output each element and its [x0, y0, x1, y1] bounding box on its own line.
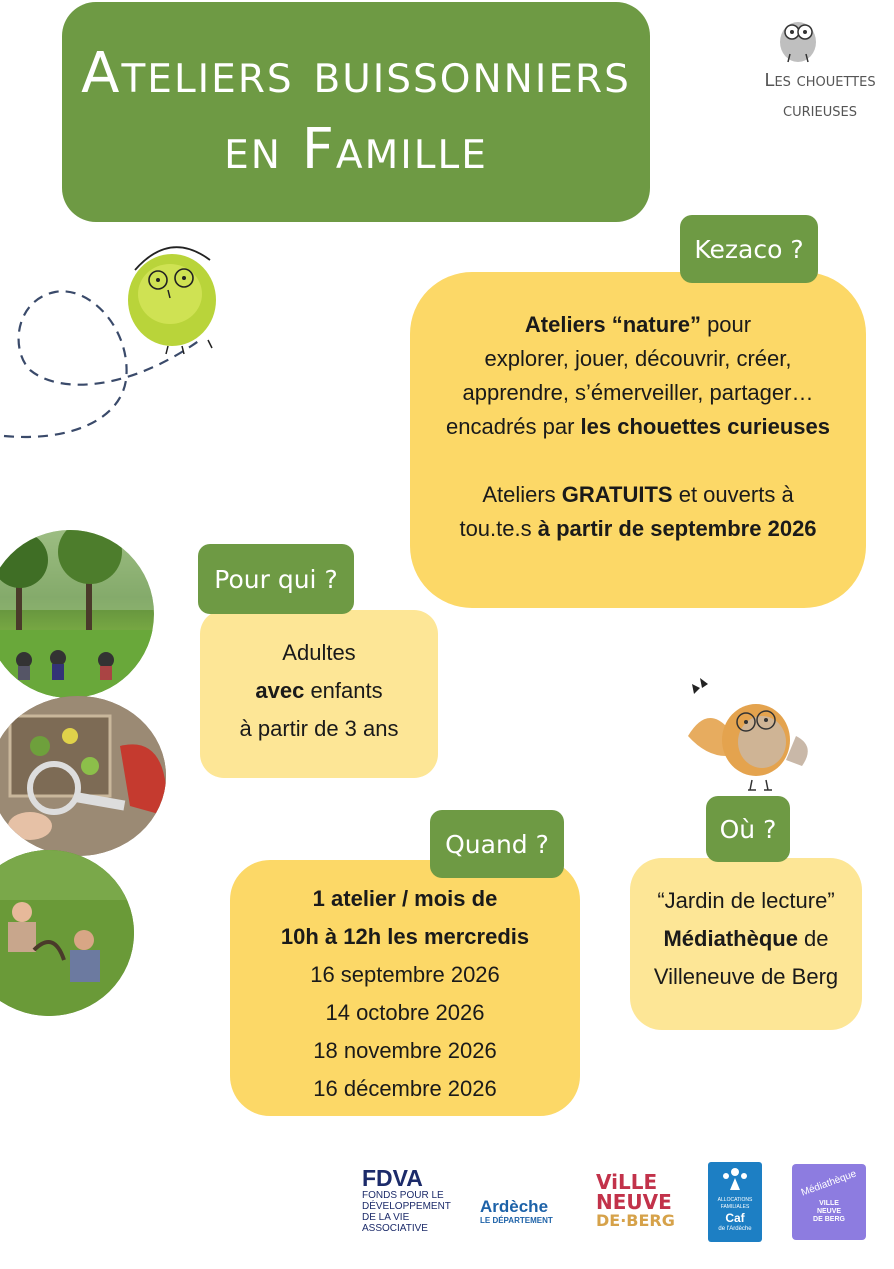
quand-tag: Quand ?: [430, 810, 564, 878]
quand-line-1: 1 atelier / mois de: [312, 886, 498, 911]
ou-tag: Où ?: [706, 796, 790, 862]
orange-owl-illustration: [686, 676, 816, 796]
title-line-2: en Famille: [224, 117, 488, 182]
mediatheque-sub-3: DE BERG: [813, 1216, 845, 1223]
fdva-logo: [362, 1166, 466, 1240]
fdva-line-3: DE LA VIE: [362, 1212, 410, 1223]
kezaco-description: [410, 272, 866, 444]
kezaco-bold-5: GRATUITS: [561, 482, 673, 507]
magnifier-scene-icon: [0, 696, 166, 856]
quand-date-3: 18 novembre 2026: [313, 1038, 497, 1063]
ardeche-sub: LE DÉPARTEMENT: [480, 1216, 553, 1225]
fdva-line-2: DÉVELOPPEMENT: [362, 1201, 451, 1212]
owl-logo-icon: [770, 12, 826, 68]
kezaco-bold-1: Ateliers “nature”: [524, 312, 701, 337]
quand-panel: [230, 860, 580, 1116]
ardeche-name: Ardèche: [480, 1197, 549, 1216]
kezaco-panel: [410, 272, 866, 608]
pour-qui-line-1: Adultes: [282, 640, 356, 665]
mediatheque-sub-2: NEUVE: [816, 1208, 842, 1215]
kezaco-text-6: et ouverts à: [672, 482, 794, 507]
chouettes-curieuses-logo: [760, 8, 880, 128]
grass-scene-icon: [0, 850, 134, 1016]
green-owl-illustration: [0, 230, 240, 450]
kezaco-text-4: encadrés par: [446, 414, 581, 439]
kezaco-text-1: pour: [700, 312, 752, 337]
mediatheque-label: Médiathèque: [799, 1168, 858, 1199]
mediatheque-logo: [792, 1164, 866, 1240]
ville-line-3: DE·BERG: [596, 1211, 675, 1230]
logo-line-1: Les chouettes: [764, 70, 876, 91]
pour-qui-panel: [200, 610, 438, 778]
caf-people-icon: [720, 1166, 750, 1192]
ou-line-3: Villeneuve de Berg: [653, 964, 839, 989]
kezaco-bold-4: les chouettes curieuses: [580, 414, 830, 439]
kezaco-text-3: apprendre, s’émerveiller, partager…: [462, 380, 814, 405]
villeneuve-de-berg-logo: [596, 1172, 686, 1234]
caf-line-2: FAMILIALES: [720, 1204, 750, 1210]
kezaco-text-2: explorer, jouer, découvrir, créer,: [484, 346, 792, 371]
quand-line-2: 10h à 12h les mercredis: [280, 924, 530, 949]
pour-qui-tag: Pour qui ?: [198, 544, 354, 614]
caf-line-4: de l'Ardèche: [718, 1226, 752, 1232]
photo-park-children: [0, 530, 154, 698]
mediatheque-sub-1: VILLE: [819, 1200, 839, 1207]
photo-magnifier-leaves: [0, 696, 166, 856]
caf-line-1: ALLOCATIONS: [717, 1197, 753, 1203]
ardeche-logo: [480, 1198, 580, 1232]
quand-date-1: 16 septembre 2026: [310, 962, 500, 987]
pour-qui-line-2: enfants: [304, 678, 383, 703]
ou-line-2: de: [797, 926, 829, 951]
fdva-line-1: FONDS POUR LE: [362, 1190, 444, 1201]
kezaco-text-7: tou.te.s: [459, 516, 538, 541]
logo-text: [760, 66, 880, 126]
pour-qui-bold: avec: [255, 678, 305, 703]
fdva-acronym: FDVA: [362, 1165, 423, 1191]
photo-children-grass: [0, 850, 134, 1016]
kezaco-free-info: [410, 444, 866, 546]
park-scene-icon: [0, 530, 154, 698]
ville-line-1: ViLLE: [596, 1170, 658, 1194]
ou-line-1: “Jardin de lecture”: [657, 888, 835, 913]
ville-line-2: NEUVE: [596, 1190, 672, 1214]
title-line-1: Ateliers buissonniers: [81, 41, 631, 106]
quand-date-2: 14 octobre 2026: [325, 1000, 485, 1025]
caf-logo: [708, 1162, 762, 1242]
caf-line-3: Caf: [725, 1211, 745, 1225]
kezaco-text-5: Ateliers: [482, 482, 562, 507]
fdva-line-4: ASSOCIATIVE: [362, 1223, 428, 1234]
title-banner: [62, 2, 650, 222]
pour-qui-line-3: à partir de 3 ans: [239, 716, 399, 741]
kezaco-bold-7: à partir de septembre 2026: [537, 516, 817, 541]
kezaco-tag: Kezaco ?: [680, 215, 818, 283]
ou-panel: [630, 858, 862, 1030]
logo-line-2: curieuses: [783, 100, 857, 121]
ou-bold: Médiathèque: [663, 926, 798, 951]
quand-date-4: 16 décembre 2026: [313, 1076, 497, 1101]
